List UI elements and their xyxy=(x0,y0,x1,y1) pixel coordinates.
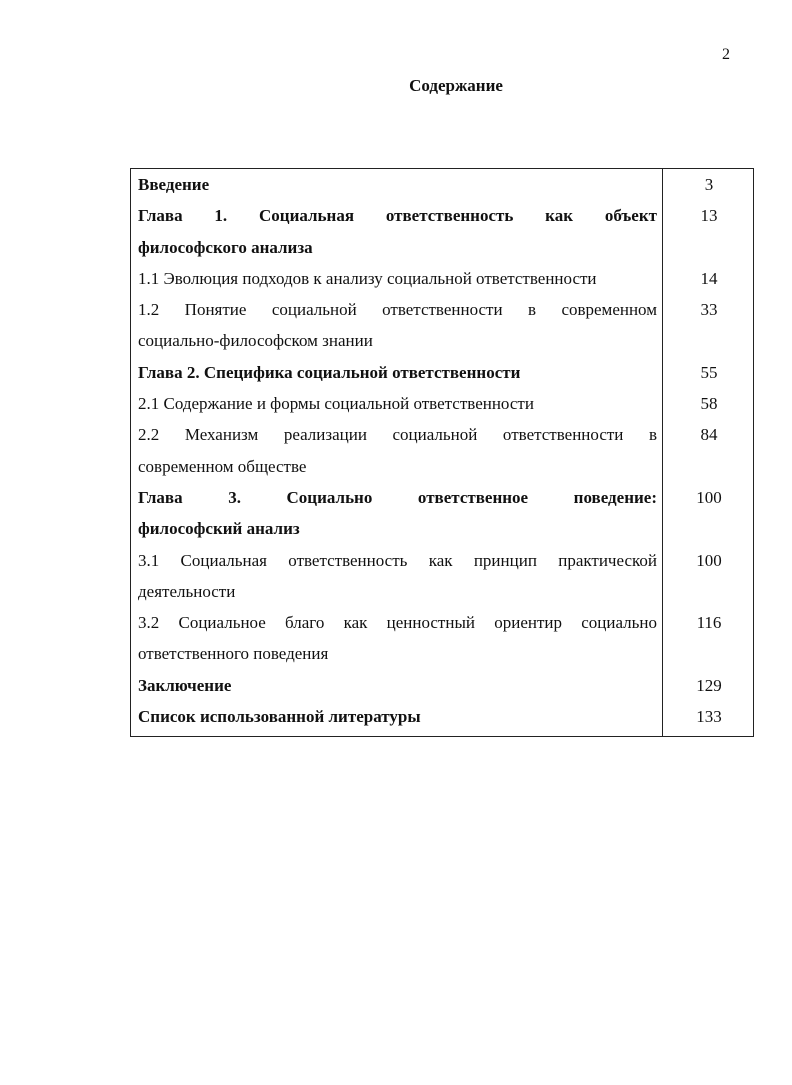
toc-entry-page: 13 xyxy=(700,206,718,226)
toc-entry-page: 129 xyxy=(696,675,722,695)
toc-entry-title xyxy=(131,545,663,608)
toc-entry-title-line: 1.1 Эволюция подходов к анализу социальной ответственности xyxy=(138,268,597,288)
toc-entry-title-line: ответственного поведения xyxy=(138,644,329,664)
toc-entry-title xyxy=(131,388,663,419)
toc-entry-section-1-2 xyxy=(131,294,754,357)
toc-entry-page: 55 xyxy=(700,362,718,382)
page-title: Содержание xyxy=(409,76,503,95)
toc-entry-title-line: Введение xyxy=(138,175,210,194)
toc-entry-title-line: 1.2 Понятие социальной ответственности в современном xyxy=(138,300,657,320)
toc-entry-page: 33 xyxy=(700,300,718,320)
toc-entry-title xyxy=(131,357,663,388)
toc-entry-title-line: Глава 2. Специфика социальной ответственности xyxy=(138,362,521,382)
toc-entry-section-2-1 xyxy=(131,388,754,419)
toc-entry-title-line: 3.1 Социальная ответственность как принцип практической xyxy=(138,550,657,570)
toc-entry-section-2-2 xyxy=(131,419,754,482)
toc-entry-page: 58 xyxy=(700,394,718,414)
page-number: 2 xyxy=(722,46,730,63)
toc-entry-title xyxy=(131,607,663,670)
toc-entry-section-1-1 xyxy=(131,263,754,294)
toc-entry-page: 100 xyxy=(696,550,722,570)
toc-entry-title-line: Глава 3. Социально ответственное поведение: xyxy=(138,487,657,507)
toc-entry-title xyxy=(131,294,663,357)
toc-entry-title-line: 2.1 Содержание и формы социальной ответственности xyxy=(138,394,534,414)
toc-entry-title-line: 2.2 Механизм реализации социальной ответственности в xyxy=(138,425,657,445)
toc-entry-page: 84 xyxy=(700,425,718,445)
toc-entry-title xyxy=(131,169,663,201)
toc-entry-title-line: 3.2 Социальное благо как ценностный ориентир социально xyxy=(138,613,657,633)
toc-entry-title-line: Глава 1. Социальная ответственность как объект xyxy=(138,206,657,226)
toc-entry-title-line: философского анализа xyxy=(138,237,313,257)
toc-entry-title xyxy=(131,200,663,263)
toc-entry-chapter-2 xyxy=(131,357,754,388)
toc-entry-title xyxy=(131,482,663,545)
toc-entry-title-line: философский анализ xyxy=(138,519,300,539)
toc-entry-title-line: деятельности xyxy=(138,581,236,601)
toc-entry-chapter-1 xyxy=(131,200,754,263)
toc-entry-title-line: Заключение xyxy=(138,675,232,695)
toc-entry-bibliography xyxy=(131,701,754,737)
toc-entry-title-line: современном обществе xyxy=(138,456,307,476)
toc-entry-introduction xyxy=(131,169,754,201)
toc-body xyxy=(131,169,754,737)
toc-entry-page: 116 xyxy=(696,613,722,633)
toc-entry-title xyxy=(131,263,663,294)
toc-entry-chapter-3 xyxy=(131,482,754,545)
toc-entry-conclusion xyxy=(131,670,754,701)
toc-entry-page: 3 xyxy=(704,175,714,194)
toc-entry-title-line: Список использованной литературы xyxy=(138,707,421,727)
toc-entry-page: 14 xyxy=(700,268,718,288)
toc-entry-title xyxy=(131,701,663,737)
toc-entry-section-3-1 xyxy=(131,545,754,608)
toc-entry-title xyxy=(131,670,663,701)
toc-entry-page: 100 xyxy=(696,487,722,507)
table-of-contents xyxy=(130,168,754,737)
toc-entry-title-line: социально-философском знании xyxy=(138,331,373,351)
toc-entry-section-3-2 xyxy=(131,607,754,670)
toc-entry-title xyxy=(131,419,663,482)
toc-entry-page: 133 xyxy=(696,707,722,727)
